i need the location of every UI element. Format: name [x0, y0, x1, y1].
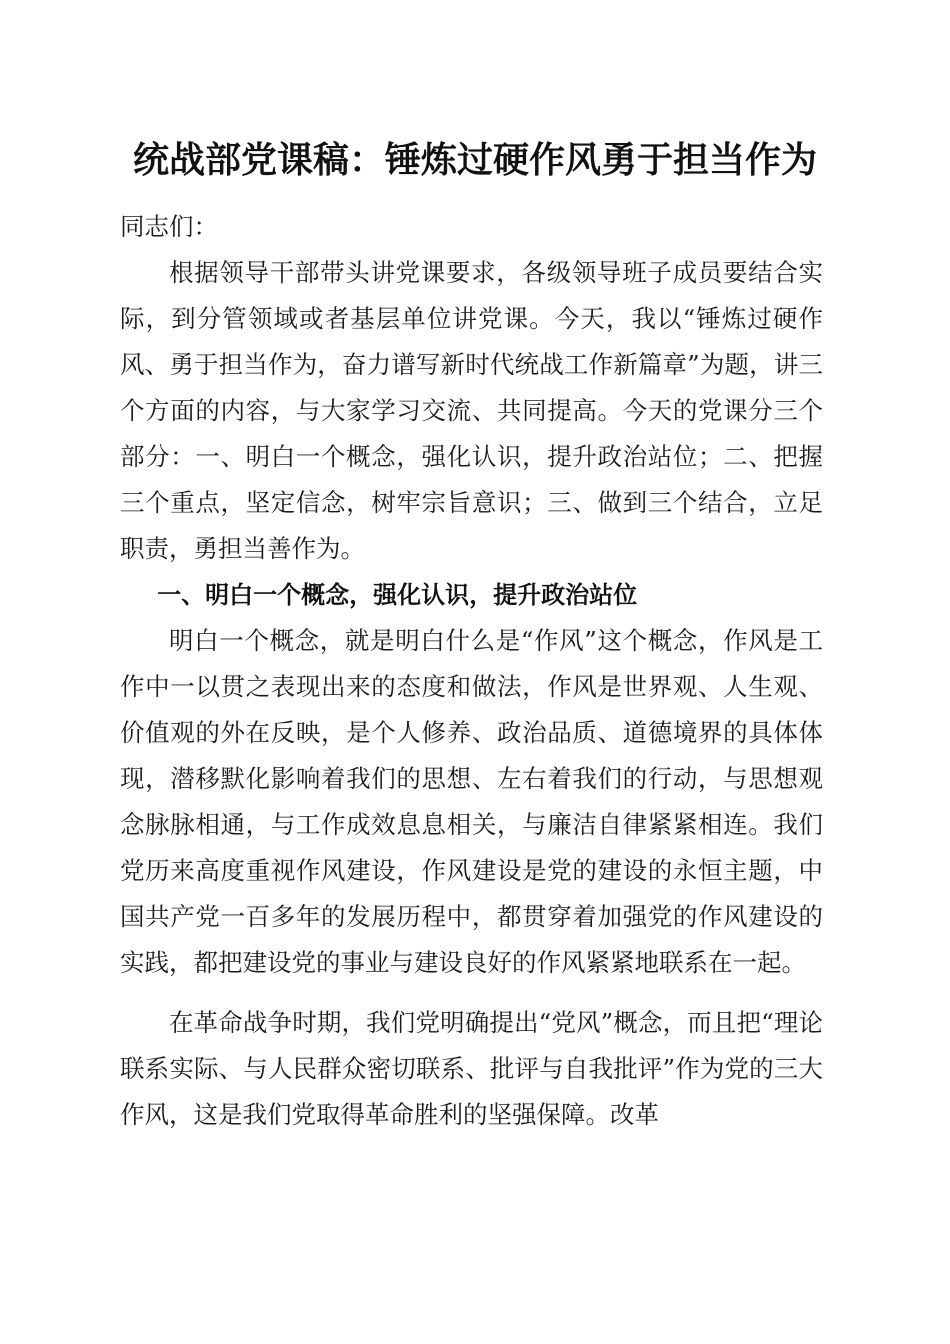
salutation: 同志们：: [120, 212, 218, 241]
document-body: [120, 204, 823, 1138]
section-1-paragraph-1: 明白一个概念，就是明白什么是“作风”这个概念，作风是工作中一以贯之表现出来的态度和做法，作风是世界观、人生观、价值观的外在反映，是个人修养、政治品质、道德境界的具体体现，潜移默化影响着我们的思想、左右着我们的行动，与思想观念脉脉相通，与工作成效息息相关，与廉洁自律紧紧相连。我们党历来高度重视作风建设，作风建设是党的建设的永恒主题，中国共产党一百多年的发展历程中，都贯穿着加强党的作风建设的实践，都把建设党的事业与建设良好的作风紧紧地联系在一起。: [120, 626, 823, 977]
section-1-paragraph-2: 在革命战争时期，我们党明确提出“党风”概念，而且把“理论联系实际、与人民群众密切联系、批评与自我批评”作为党的三大作风，这是我们党取得革命胜利的坚强保障。改革: [120, 1008, 823, 1129]
intro-paragraph: 根据领导干部带头讲党课要求，各级领导班子成员要结合实际，到分管领域或者基层单位讲党课。今天，我以“锤炼过硬作风、勇于担当作为，奋力谱写新时代统战工作新篇章”为题，讲三个方面的内容，与大家学习交流、共同提高。今天的党课分三个部分：一、明白一个概念，强化认识，提升政治站位；二、把握三个重点，坚定信念，树牢宗旨意识；三、做到三个结合，立足职责，勇担当善作为。: [120, 258, 823, 563]
section-heading-1: 一、明白一个概念，强化认识，提升政治站位: [157, 581, 638, 609]
document-title: 统战部党课稿：锤炼过硬作风勇于担当作为: [132, 139, 817, 181]
